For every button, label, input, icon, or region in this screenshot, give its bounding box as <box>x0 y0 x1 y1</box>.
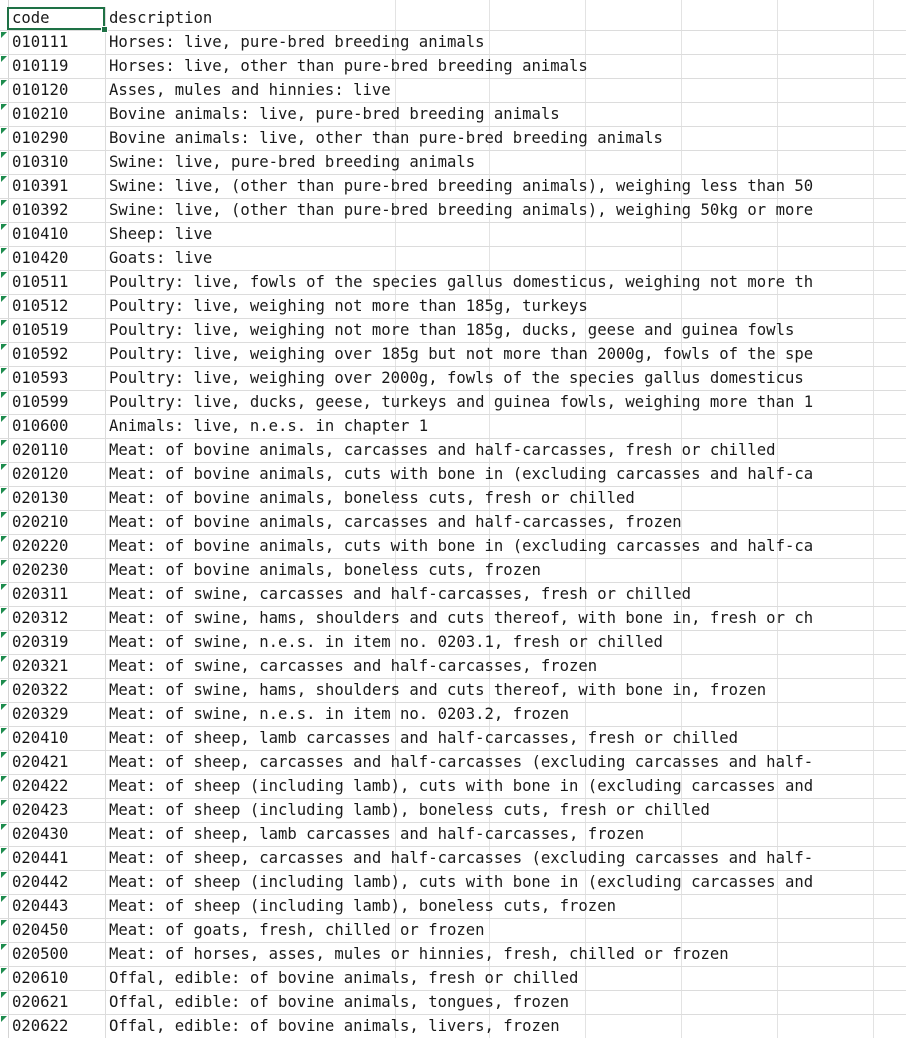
cell-description[interactable]: Horses: live, pure-bred breeding animals <box>109 33 485 51</box>
table-row <box>0 391 906 415</box>
table-row <box>0 439 906 463</box>
number-stored-as-text-indicator-icon <box>1 80 7 86</box>
cell-description[interactable]: Meat: of bovine animals, boneless cuts, frozen <box>109 561 541 579</box>
table-row <box>0 175 906 199</box>
cell-code[interactable]: 020421 <box>8 751 106 775</box>
cell-code[interactable]: 020621 <box>8 991 106 1015</box>
cell-code[interactable]: 010511 <box>8 271 106 295</box>
cell-code[interactable]: 010600 <box>8 415 106 439</box>
cell-code[interactable]: 020622 <box>8 1015 106 1038</box>
cell-description[interactable]: Meat: of swine, carcasses and half-carcasses, frozen <box>109 657 598 675</box>
table-row <box>0 511 906 535</box>
cell-description[interactable]: Meat: of swine, n.e.s. in item no. 0203.2, frozen <box>109 705 570 723</box>
number-stored-as-text-indicator-icon <box>1 800 7 806</box>
number-stored-as-text-indicator-icon <box>1 560 7 566</box>
cell-description[interactable]: Goats: live <box>109 249 213 267</box>
cell-code[interactable]: 020130 <box>8 487 106 511</box>
cell-code[interactable]: 020329 <box>8 703 106 727</box>
table-row <box>0 31 906 55</box>
cell-code[interactable]: 020110 <box>8 439 106 463</box>
cell-code[interactable]: 020311 <box>8 583 106 607</box>
number-stored-as-text-indicator-icon <box>1 104 7 110</box>
number-stored-as-text-indicator-icon <box>1 368 7 374</box>
number-stored-as-text-indicator-icon <box>1 656 7 662</box>
table-row <box>0 151 906 175</box>
header-cell-description[interactable]: description <box>109 9 213 27</box>
number-stored-as-text-indicator-icon <box>1 824 7 830</box>
cell-description[interactable]: Meat: of sheep (including lamb), cuts with bone in (excluding carcasses and <box>109 873 814 891</box>
cell-code[interactable]: 010391 <box>8 175 106 199</box>
cell-description[interactable]: Poultry: live, weighing over 185g but not more than 2000g, fowls of the spe <box>109 345 814 363</box>
cell-description[interactable]: Meat: of goats, fresh, chilled or frozen <box>109 921 485 939</box>
cell-description[interactable]: Poultry: live, fowls of the species gallus domesticus, weighing not more th <box>109 273 814 291</box>
cell-description[interactable]: Meat: of swine, n.e.s. in item no. 0203.1, fresh or chilled <box>109 633 663 651</box>
cell-description[interactable]: Poultry: live, weighing over 2000g, fowls of the species gallus domesticus <box>109 369 804 387</box>
cell-description[interactable]: Meat: of bovine animals, boneless cuts, fresh or chilled <box>109 489 635 507</box>
number-stored-as-text-indicator-icon <box>1 944 7 950</box>
number-stored-as-text-indicator-icon <box>1 776 7 782</box>
number-stored-as-text-indicator-icon <box>1 752 7 758</box>
number-stored-as-text-indicator-icon <box>1 1016 7 1022</box>
table-row <box>0 535 906 559</box>
number-stored-as-text-indicator-icon <box>1 896 7 902</box>
table-row <box>0 487 906 511</box>
cell-code[interactable]: 010310 <box>8 151 106 175</box>
table-row <box>0 79 906 103</box>
cell-description[interactable]: Meat: of horses, asses, mules or hinnies, fresh, chilled or frozen <box>109 945 729 963</box>
number-stored-as-text-indicator-icon <box>1 488 7 494</box>
table-row <box>0 559 906 583</box>
number-stored-as-text-indicator-icon <box>1 848 7 854</box>
cell-description[interactable]: Sheep: live <box>109 225 213 243</box>
table-row <box>0 223 906 247</box>
cell-code[interactable]: 020319 <box>8 631 106 655</box>
cell-code[interactable]: 010420 <box>8 247 106 271</box>
number-stored-as-text-indicator-icon <box>1 200 7 206</box>
cell-description[interactable]: Meat: of swine, hams, shoulders and cuts thereof, with bone in, fresh or ch <box>109 609 814 627</box>
cell-description[interactable]: Poultry: live, ducks, geese, turkeys and guinea fowls, weighing more than 1 <box>109 393 814 411</box>
cell-code[interactable]: 020230 <box>8 559 106 583</box>
cell-code[interactable]: 020450 <box>8 919 106 943</box>
table-row <box>0 1015 906 1038</box>
number-stored-as-text-indicator-icon <box>1 128 7 134</box>
cell-description[interactable]: Poultry: live, weighing not more than 185g, turkeys <box>109 297 588 315</box>
number-stored-as-text-indicator-icon <box>1 56 7 62</box>
number-stored-as-text-indicator-icon <box>1 248 7 254</box>
cell-code[interactable]: 020220 <box>8 535 106 559</box>
cell-description[interactable]: Offal, edible: of bovine animals, livers, frozen <box>109 1017 560 1035</box>
cell-description[interactable]: Meat: of bovine animals, carcasses and half-carcasses, fresh or chilled <box>109 441 776 459</box>
table-row <box>0 967 906 991</box>
cell-code[interactable]: 020321 <box>8 655 106 679</box>
cell-code[interactable]: 020500 <box>8 943 106 967</box>
number-stored-as-text-indicator-icon <box>1 992 7 998</box>
table-row <box>0 583 906 607</box>
cell-description[interactable]: Meat: of sheep, carcasses and half-carcasses (excluding carcasses and half- <box>109 753 814 771</box>
table-row <box>0 295 906 319</box>
cell-code[interactable]: 010592 <box>8 343 106 367</box>
number-stored-as-text-indicator-icon <box>1 536 7 542</box>
number-stored-as-text-indicator-icon <box>1 320 7 326</box>
table-row <box>0 655 906 679</box>
table-row <box>0 103 906 127</box>
cell-code[interactable]: 020410 <box>8 727 106 751</box>
cell-description[interactable]: Meat: of sheep, carcasses and half-carcasses (excluding carcasses and half- <box>109 849 814 867</box>
table-row <box>0 871 906 895</box>
cell-code[interactable]: 020430 <box>8 823 106 847</box>
number-stored-as-text-indicator-icon <box>1 608 7 614</box>
cell-description[interactable]: Swine: live, pure-bred breeding animals <box>109 153 476 171</box>
number-stored-as-text-indicator-icon <box>1 272 7 278</box>
table-row <box>0 55 906 79</box>
cell-description[interactable]: Poultry: live, weighing not more than 185g, ducks, geese and guinea fowls <box>109 321 795 339</box>
number-stored-as-text-indicator-icon <box>1 296 7 302</box>
table-row <box>0 367 906 391</box>
table-row <box>0 247 906 271</box>
cell-code[interactable]: 010593 <box>8 367 106 391</box>
cell-code[interactable]: 020422 <box>8 775 106 799</box>
cell-description[interactable]: Meat: of swine, carcasses and half-carcasses, fresh or chilled <box>109 585 692 603</box>
cell-code[interactable]: 020322 <box>8 679 106 703</box>
cell-description[interactable]: Swine: live, (other than pure-bred breeding animals), weighing 50kg or more <box>109 201 814 219</box>
table-row <box>0 895 906 919</box>
number-stored-as-text-indicator-icon <box>1 344 7 350</box>
cell-code[interactable]: 020120 <box>8 463 106 487</box>
table-row <box>0 751 906 775</box>
cell-description[interactable]: Animals: live, n.e.s. in chapter 1 <box>109 417 429 435</box>
cell-description[interactable]: Asses, mules and hinnies: live <box>109 81 391 99</box>
table-row <box>0 343 906 367</box>
table-row <box>0 415 906 439</box>
cell-code[interactable]: 010120 <box>8 79 106 103</box>
cell-code[interactable]: 010599 <box>8 391 106 415</box>
cell-description[interactable]: Meat: of sheep (including lamb), cuts with bone in (excluding carcasses and <box>109 777 814 795</box>
number-stored-as-text-indicator-icon <box>1 392 7 398</box>
number-stored-as-text-indicator-icon <box>1 704 7 710</box>
number-stored-as-text-indicator-icon <box>1 728 7 734</box>
fill-handle[interactable] <box>101 26 108 33</box>
cell-code[interactable]: 020441 <box>8 847 106 871</box>
cell-description[interactable]: Meat: of sheep, lamb carcasses and half-carcasses, fresh or chilled <box>109 729 739 747</box>
cell-code[interactable]: 010210 <box>8 103 106 127</box>
cell-description[interactable]: Meat: of sheep (including lamb), boneless cuts, frozen <box>109 897 616 915</box>
number-stored-as-text-indicator-icon <box>1 416 7 422</box>
cell-description[interactable]: Meat: of sheep, lamb carcasses and half-carcasses, frozen <box>109 825 645 843</box>
cell-code[interactable]: 010519 <box>8 319 106 343</box>
table-row <box>0 271 906 295</box>
table-row <box>0 775 906 799</box>
cell-description[interactable]: Meat: of swine, hams, shoulders and cuts thereof, with bone in, frozen <box>109 681 767 699</box>
cell-code[interactable]: 020210 <box>8 511 106 535</box>
number-stored-as-text-indicator-icon <box>1 512 7 518</box>
number-stored-as-text-indicator-icon <box>1 440 7 446</box>
table-row <box>0 943 906 967</box>
cell-description[interactable]: Bovine animals: live, pure-bred breeding animals <box>109 105 560 123</box>
number-stored-as-text-indicator-icon <box>1 968 7 974</box>
number-stored-as-text-indicator-icon <box>1 464 7 470</box>
header-row <box>0 7 906 31</box>
cell-code[interactable]: 020423 <box>8 799 106 823</box>
number-stored-as-text-indicator-icon <box>1 152 7 158</box>
number-stored-as-text-indicator-icon <box>1 872 7 878</box>
cell-description[interactable]: Swine: live, (other than pure-bred breeding animals), weighing less than 50 <box>109 177 814 195</box>
table-row <box>0 727 906 751</box>
cell-code[interactable]: 010392 <box>8 199 106 223</box>
table-row <box>0 631 906 655</box>
number-stored-as-text-indicator-icon <box>1 680 7 686</box>
table-row <box>0 703 906 727</box>
cell-description[interactable]: Meat: of sheep (including lamb), boneless cuts, fresh or chilled <box>109 801 710 819</box>
cell-description[interactable]: Offal, edible: of bovine animals, tongues, frozen <box>109 993 570 1011</box>
cell-description[interactable]: Horses: live, other than pure-bred breeding animals <box>109 57 588 75</box>
cell-description[interactable]: Meat: of bovine animals, carcasses and half-carcasses, frozen <box>109 513 682 531</box>
cell-description[interactable]: Bovine animals: live, other than pure-bred breeding animals <box>109 129 663 147</box>
table-row <box>0 199 906 223</box>
number-stored-as-text-indicator-icon <box>1 584 7 590</box>
table-row <box>0 991 906 1015</box>
cell-code[interactable]: 020442 <box>8 871 106 895</box>
table-row <box>0 127 906 151</box>
cell-code[interactable]: 020312 <box>8 607 106 631</box>
cell-description[interactable]: Meat: of bovine animals, cuts with bone in (excluding carcasses and half-ca <box>109 537 814 555</box>
table-row <box>0 319 906 343</box>
cell-description[interactable]: Meat: of bovine animals, cuts with bone in (excluding carcasses and half-ca <box>109 465 814 483</box>
table-row <box>0 679 906 703</box>
number-stored-as-text-indicator-icon <box>1 224 7 230</box>
cell-code[interactable]: 020610 <box>8 967 106 991</box>
cell-code[interactable]: 010410 <box>8 223 106 247</box>
cell-code[interactable]: 010290 <box>8 127 106 151</box>
table-row <box>0 847 906 871</box>
number-stored-as-text-indicator-icon <box>1 176 7 182</box>
cell-code[interactable]: 010512 <box>8 295 106 319</box>
cell-code[interactable]: 010111 <box>8 31 106 55</box>
table-row <box>0 607 906 631</box>
table-row <box>0 919 906 943</box>
table-row <box>0 799 906 823</box>
cell-code[interactable]: 010119 <box>8 55 106 79</box>
cell-code[interactable]: 020443 <box>8 895 106 919</box>
cell-description[interactable]: Offal, edible: of bovine animals, fresh or chilled <box>109 969 579 987</box>
header-cell-code[interactable]: code <box>8 7 106 31</box>
number-stored-as-text-indicator-icon <box>1 920 7 926</box>
table-row <box>0 823 906 847</box>
number-stored-as-text-indicator-icon <box>1 632 7 638</box>
table-row <box>0 463 906 487</box>
number-stored-as-text-indicator-icon <box>1 32 7 38</box>
